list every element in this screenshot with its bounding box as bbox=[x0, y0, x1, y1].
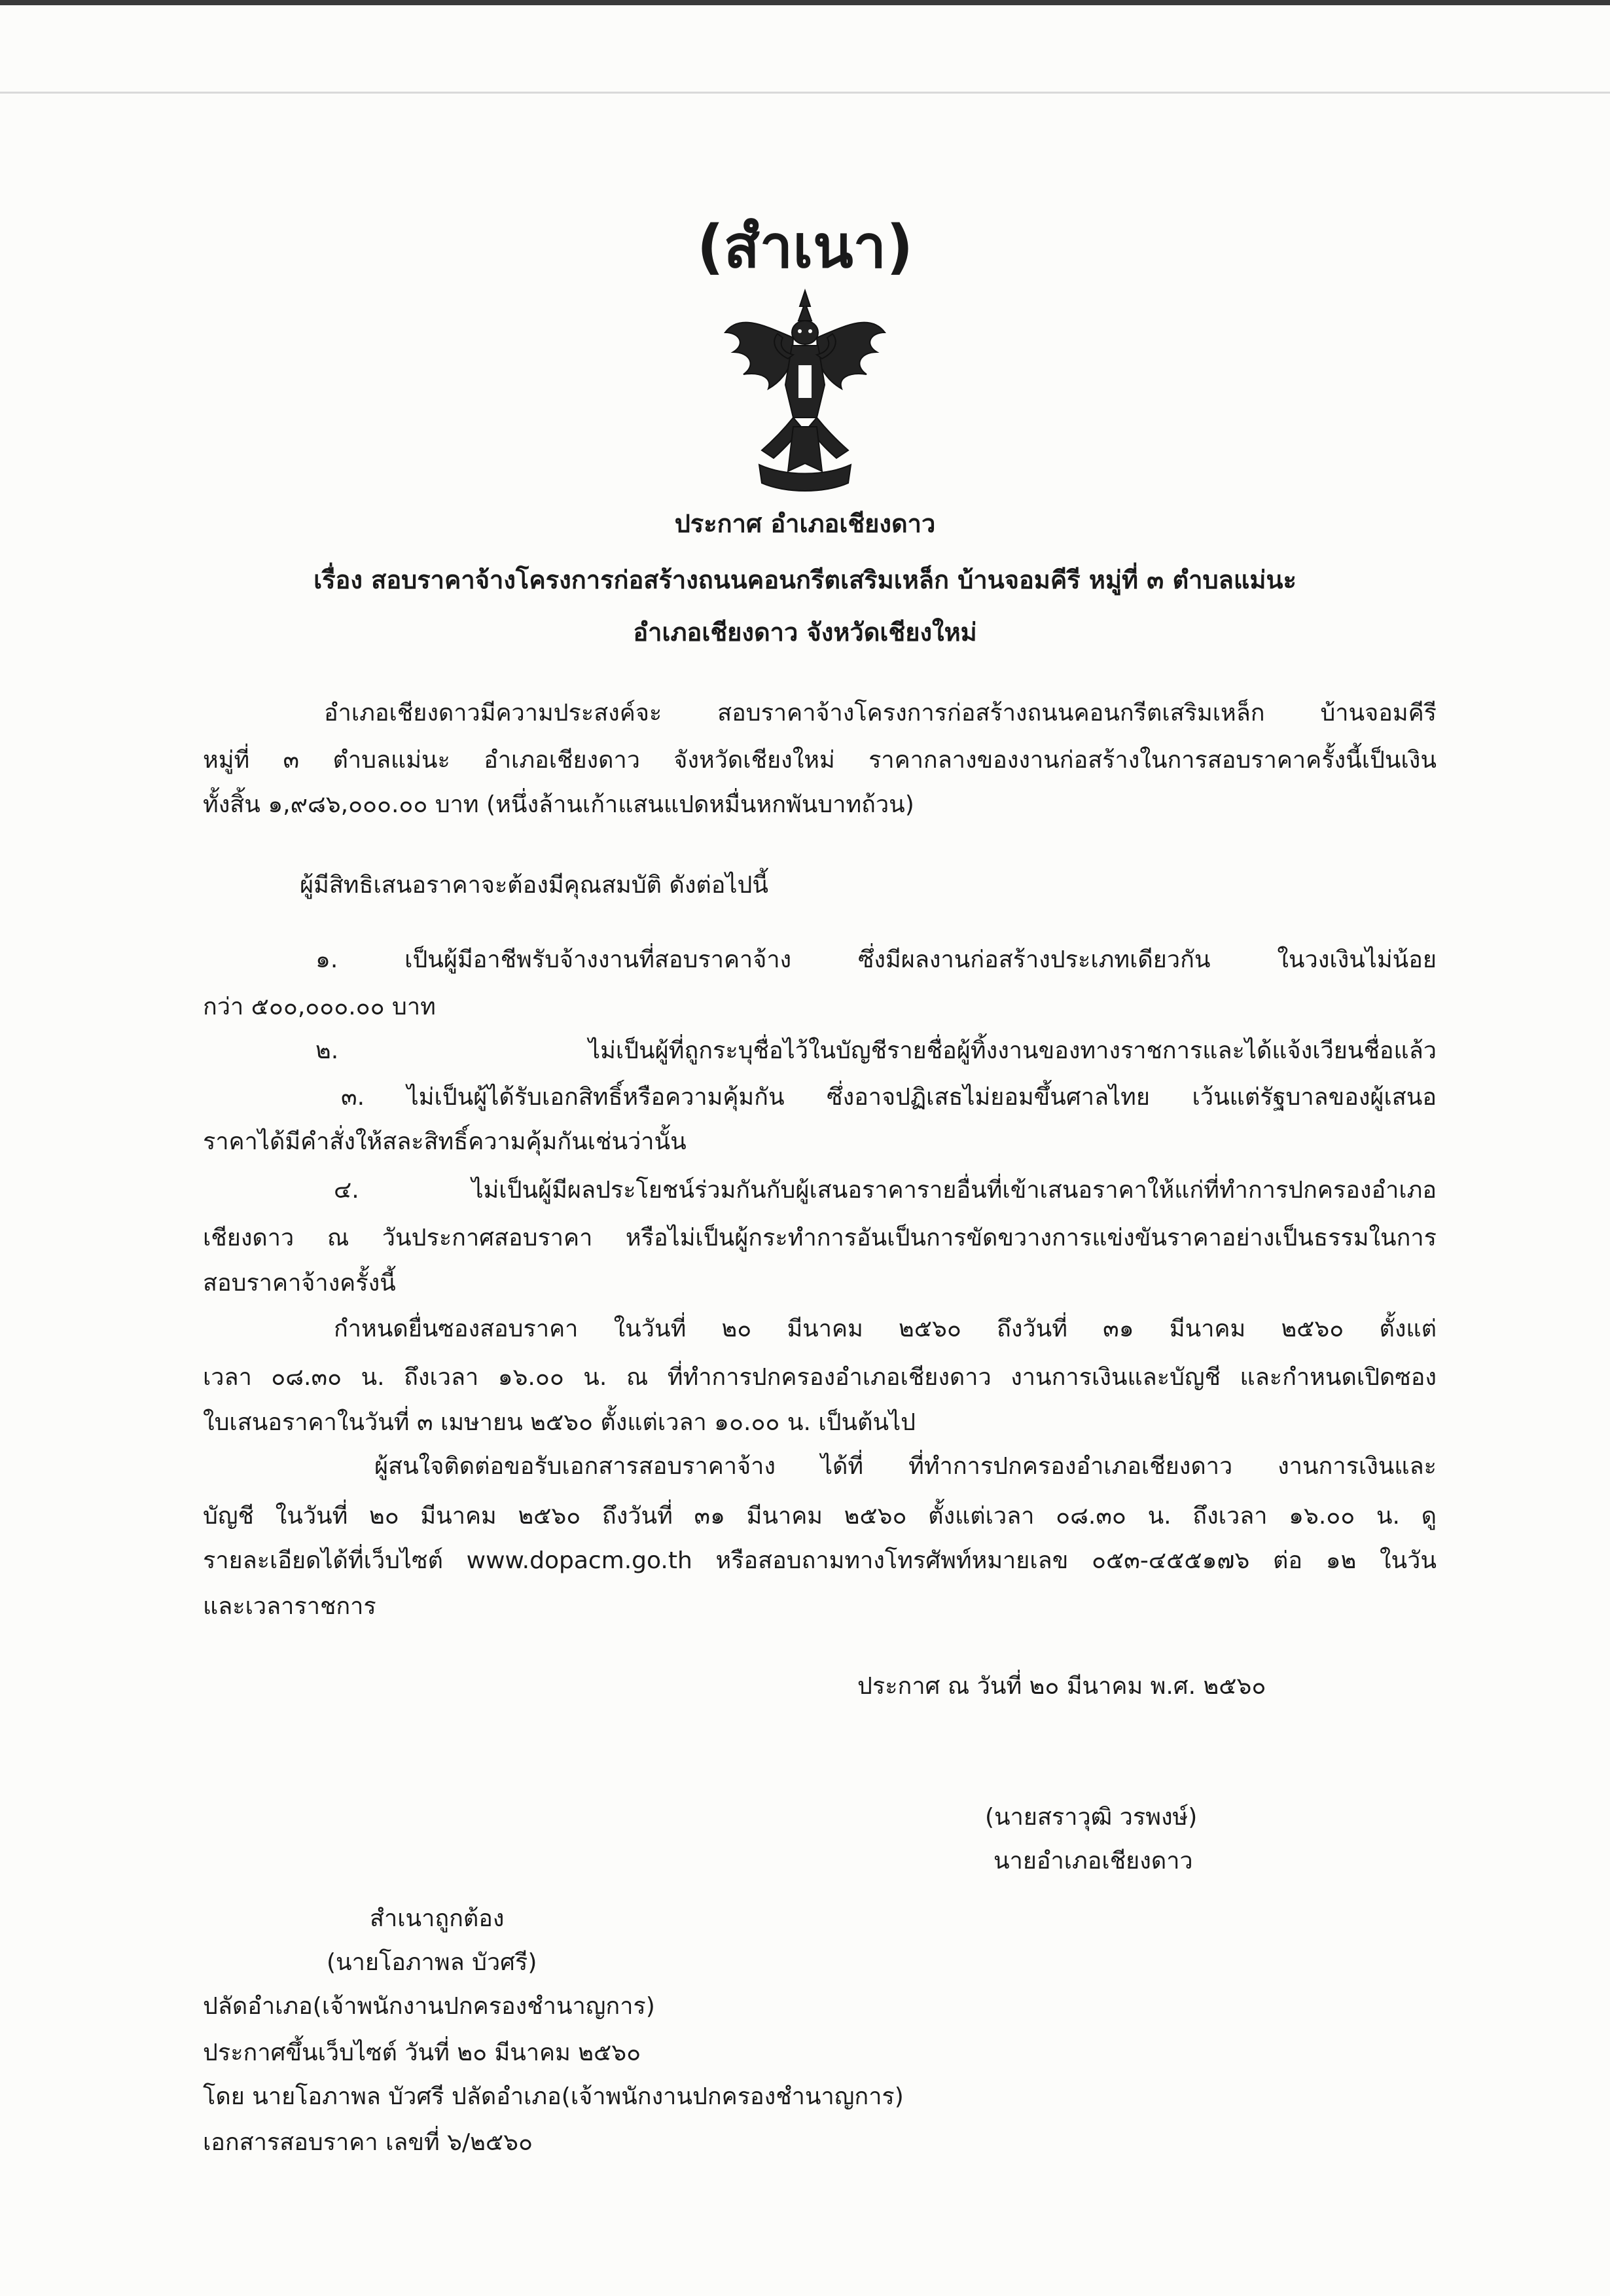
announcement-date: ประกาศ ณ วันที่ ๒๐ มีนาคม พ.ศ. ๒๕๖๐ bbox=[857, 1673, 1266, 1700]
deadline-line-3: ใบเสนอราคาในวันที่ ๓ เมษายน ๒๕๖๐ ตั้งแต่เวลา ๑๐.๐๐ น. เป็นต้นไป bbox=[203, 1409, 916, 1436]
contact-line-2: บัญชี ในวันที่ ๒๐ มีนาคม ๒๕๖๐ ถึงวันที่ ๓๑ มีนาคม ๒๕๖๐ ตั้งแต่เวลา ๐๘.๓๐ น. ถึงเวลา ๑๖.๐๐ น. ดู bbox=[203, 1503, 1437, 1530]
intro-line-2: หมู่ที่ ๓ ตำบลแม่นะ อำเภอเชียงดาว จังหวัดเชียงใหม่ ราคากลางของงานก่อสร้างในการสอบราคาครั้งนี้เป็นเงิน bbox=[203, 747, 1437, 774]
qualification-item-3-cont: ราคาได้มีคำสั่งให้สละสิทธิ์ความคุ้มกันเช่นว่านั้น bbox=[203, 1128, 687, 1155]
signatory-title: นายอำเภอเชียงดาว bbox=[993, 1848, 1193, 1874]
intro-line-1: อำเภอเชียงดาวมีความประสงค์จะ สอบราคาจ้างโครงการก่อสร้างถนนคอนกรีตเสริมเหล็ก บ้านจอมคีรี bbox=[324, 700, 1437, 726]
certifier-name: (นายโอภาพล บัวศรี) bbox=[327, 1949, 537, 1976]
qualification-item-4: ๔. ไม่เป็นผู้มีผลประโยชน์ร่วมกันกับผู้เสนอราคารายอื่นที่เข้าเสนอราคาให้แก่ที่ทำการปกครองอำเภอ bbox=[334, 1177, 1437, 1204]
qualification-heading: ผู้มีสิทธิเสนอราคาจะต้องมีคุณสมบัติ ดังต่อไปนี้ bbox=[300, 872, 768, 899]
garuda-emblem-icon bbox=[720, 287, 890, 495]
qualification-item-1-cont: กว่า ๕๐๐,๐๐๐.๐๐ บาท bbox=[203, 994, 436, 1020]
signatory-name: (นายสราวุฒิ วรพงษ์) bbox=[985, 1804, 1198, 1831]
deadline-line-1: กำหนดยื่นซองสอบราคา ในวันที่ ๒๐ มีนาคม ๒๕๖๐ ถึงวันที่ ๓๑ มีนาคม ๒๕๖๐ ตั้งแต่ bbox=[334, 1316, 1437, 1342]
announcement-header: ประกาศ อำเภอเชียงดาว bbox=[674, 509, 936, 538]
announcement-subject: เรื่อง สอบราคาจ้างโครงการก่อสร้างถนนคอนกรีตเสริมเหล็ก บ้านจอมคีรี หมู่ที่ ๓ ตำบลแม่นะ bbox=[313, 565, 1297, 594]
scan-page-edge bbox=[0, 92, 1610, 94]
certified-copy-label: สำเนาถูกต้อง bbox=[370, 1905, 505, 1932]
intro-line-3: ทั้งสิ้น ๑,๙๘๖,๐๐๐.๐๐ บาท (หนึ่งล้านเก้าแสนแปดหมื่นหกพันบาทถ้วน) bbox=[203, 791, 914, 818]
qualification-item-3: ๓. ไม่เป็นผู้ได้รับเอกสิทธิ์หรือความคุ้มกัน ซึ่งอาจปฏิเสธไม่ยอมขึ้นศาลไทย เว้นแต่รัฐบาลของผู้เสนอ bbox=[341, 1084, 1437, 1111]
copy-mark: (สำเนา) bbox=[696, 213, 914, 281]
announcement-location: อำเภอเชียงดาว จังหวัดเชียงใหม่ bbox=[633, 618, 977, 647]
contact-line-3: รายละเอียดได้ที่เว็บไซต์ www.dopacm.go.th หรือสอบถามทางโทรศัพท์หมายเลข ๐๕๓-๔๕๕๑๗๖ ต่อ ๑๒ ในวัน bbox=[203, 1547, 1437, 1574]
website-posted-date: ประกาศขึ้นเว็บไซต์ วันที่ ๒๐ มีนาคม ๒๕๖๐ bbox=[203, 2039, 641, 2066]
certifier-position: ปลัดอำเภอ(เจ้าพนักงานปกครองชำนาญการ) bbox=[203, 1993, 655, 2020]
scan-top-edge bbox=[0, 0, 1610, 5]
deadline-line-2: เวลา ๐๘.๓๐ น. ถึงเวลา ๑๖.๐๐ น. ณ ที่ทำการปกครองอำเภอเชียงดาว งานการเงินและบัญชี และกำหนดเปิดซอง bbox=[203, 1364, 1437, 1391]
qualification-item-4-cont2: สอบราคาจ้างครั้งนี้ bbox=[203, 1270, 396, 1297]
posted-by: โดย นายโอภาพล บัวศรี ปลัดอำเภอ(เจ้าพนักงานปกครองชำนาญการ) bbox=[203, 2083, 904, 2110]
qualification-item-4-cont1: เชียงดาว ณ วันประกาศสอบราคา หรือไม่เป็นผู้กระทำการอันเป็นการขัดขวางการแข่งขันราคาอย่างเป็นธรรมในการ bbox=[203, 1225, 1437, 1251]
document-number: เอกสารสอบราคา เลขที่ ๖/๒๕๖๐ bbox=[203, 2129, 533, 2156]
contact-line-4: และเวลาราชการ bbox=[203, 1593, 376, 1620]
qualification-item-2: ๒. ไม่เป็นผู้ที่ถูกระบุชื่อไว้ในบัญชีรายชื่อผู้ทิ้งงานของทางราชการและได้แจ้งเวียนชื่อแล้ว bbox=[315, 1037, 1437, 1064]
contact-line-1: ผู้สนใจติดต่อขอรับเอกสารสอบราคาจ้าง ได้ที่ ที่ทำการปกครองอำเภอเชียงดาว งานการเงินและ bbox=[374, 1453, 1437, 1480]
qualification-item-1: ๑. เป็นผู้มีอาชีพรับจ้างงานที่สอบราคาจ้าง ซึ่งมีผลงานก่อสร้างประเภทเดียวกัน ในวงเงินไม่น้อย bbox=[315, 946, 1437, 973]
